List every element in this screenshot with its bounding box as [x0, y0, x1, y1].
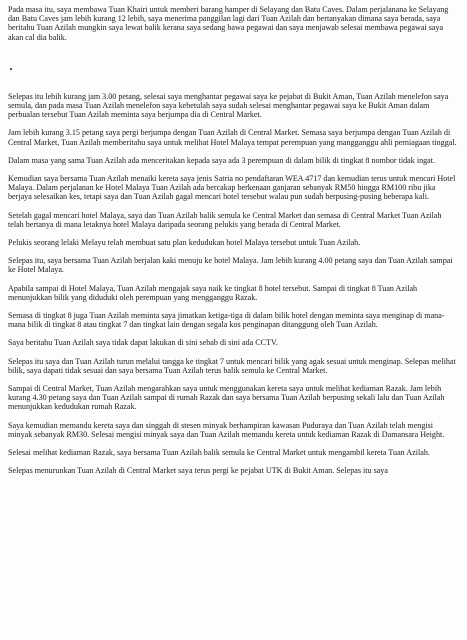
paragraph-10: Semasa di tingkat 8 juga Tuan Azilah meminta saya jimatkan ketiga-tiga di dalam bilik hotel dengan meminta saya menginap di mana-mana bilik di tingkat 8 atau tingkat 7 dan tingkat lain dengan segala kos penginapan ditanggung oleh Tuan Azilah. [8, 311, 445, 330]
paragraph-12: Selepas itu saya dan Tuan Azilah turun melalui tangga ke tingkat 7 untuk mencari bilik yang agak sesuai untuk menginap. Selepas melihat bilik, saya dapati tidak sesuai dan saya bersama Tuan Azilah terus balik semula ke Central Market. [8, 356, 456, 375]
paragraph-11: Saya beritahu Tuan Azilah saya tidak dapat lakukan di sini sebab di sini ada CCTV. [8, 338, 278, 348]
paragraph-5: Kemudian saya bersama Tuan Azilah menaiki kereta saya jenis Satria no pendaftaran WEA 4717 dan kemudian terus untuk mencari Hotel Malaya. Dalam perjalanan ke Hotel Malaya Tuan Azilah ada bercakap berkenaan ganjaran sebanyak RM50 hingga RM100 ribu jika berjaya selesaikan kes, tetapi saya dan Tuan Azilah gagal mencari hotel tersebut walau pun sudah berpusing-pusing beberapa kali. [8, 174, 456, 202]
paragraph-15: Selesai melihat kediaman Razak, saya bersama Tuan Azilah balik semula ke Central Market untuk mengambil kereta Tuan Azilah. [8, 448, 430, 458]
paragraph-7: Pelukis seorang lelaki Melayu telah membuat satu plan kedudukan hotel Malaya tersebut untuk Tuan Azilah. [8, 238, 361, 248]
paragraph-3: Jam lebih kurang 3.15 petang saya pergi berjumpa dengan Tuan Azilah di Central Market. Semasa saya berjumpa dengan Tuan Azilah di Central Market, Tuan Azilah memberitahu saya untuk melihat Hotel Malaya tempat perempuan yang mangganggu ahli perniagaan tinggal. [8, 128, 457, 147]
stray-mark [10, 68, 12, 70]
paragraph-2: Selepas itu lebih kurang jam 3.00 petang, selesai saya menghantar pegawai saya ke pejabat di Bukit Aman, Tuan Azilah menelefon saya semula, dan pada masa Tuan Azilah menelefon saya kebetulah saya sudah selesai menghantar pegawai saya ke Bukit Aman dalam perbualan tersebut Tuan Azilah meminta saya berjumpa dia di Central Market. [8, 91, 449, 120]
paragraph-6: Setelah gagal mencari hotel Malaya, saya dan Tuan Azilah balik semula ke Central Market dan semasa di Central Market Tuan Azilah telah bertanya di mana letaknya hotel Malaya daripada seorang pelukis yang berada di Central Market. [8, 210, 442, 229]
paragraph-1: Pada masa itu, saya membawa Tuan Khairi untuk memberi barang hamper di Selayang dan Batu Caves. Dalam perjalanana ke Selayang dan Batu Caves jam lebih kurang 12 lebih, saya menerima panggilan lagi dari Tuan Azilah dan bertanyakan dimana saya berada, saya beritahu Tuan Azilah mungkin saya lewat balik kerana saya sedang bawa pegawai dan saya menjawab selesai membawa pegawai saya akan cal dia balik. [8, 5, 449, 42]
paragraph-4: Dalam masa yang sama Tuan Azilah ada menceritakan kepada saya ada 3 perempuan di dalam bilik di tingkat 8 nombor tidak ingat. [8, 155, 436, 165]
paragraph-14: Saya kemudian memandu kereta saya dan singgah di stesen minyak berhampiran kawasan Pudurayа dan Tuan Azilah telah mengisi minyak sebanyak RM30. Selesai mengisi minyak saya dan Tuan Azilah memandu kereta untuk kediaman Razak di Damansara Height. [8, 420, 445, 439]
paragraph-8: Selepas itu, saya bersama Tuan Azilah berjalan kaki menuju ke hotel Malaya. Jam lebih kurang 4.00 petang saya dan Tuan Azilah sampai ke Hotel Malaya. [8, 256, 453, 275]
paragraph-13: Sampai di Central Market, Tuan Azilah mengarahkan saya untuk menggunakan kereta saya untuk melihat kediaman Razak. Jam lebih kurang 4.30 petang saya dan Tuan Azilah sampai di rumah Razak dan saya bersama Tuan Azilah berpusing sekali lalu dan Tuan Azilah menunjukkan kedudukan rumah Razak. [8, 384, 445, 412]
paragraph-9: Apabila sampai di Hotel Malaya, Tuan Azilah mengajak saya naik ke tingkat 8 hotel tersebut. Sampai di tingkat 8 Tuan Azilah menunjukkan bilik yang diduduki oleh perempuan yang mengganggu Razak. [8, 283, 418, 302]
paragraph-16: Selepas menurunkan Tuan Azilah di Central Market saya terus pergi ke pejabat UTK di Bukit Aman. Selepas itu saya [8, 466, 388, 476]
